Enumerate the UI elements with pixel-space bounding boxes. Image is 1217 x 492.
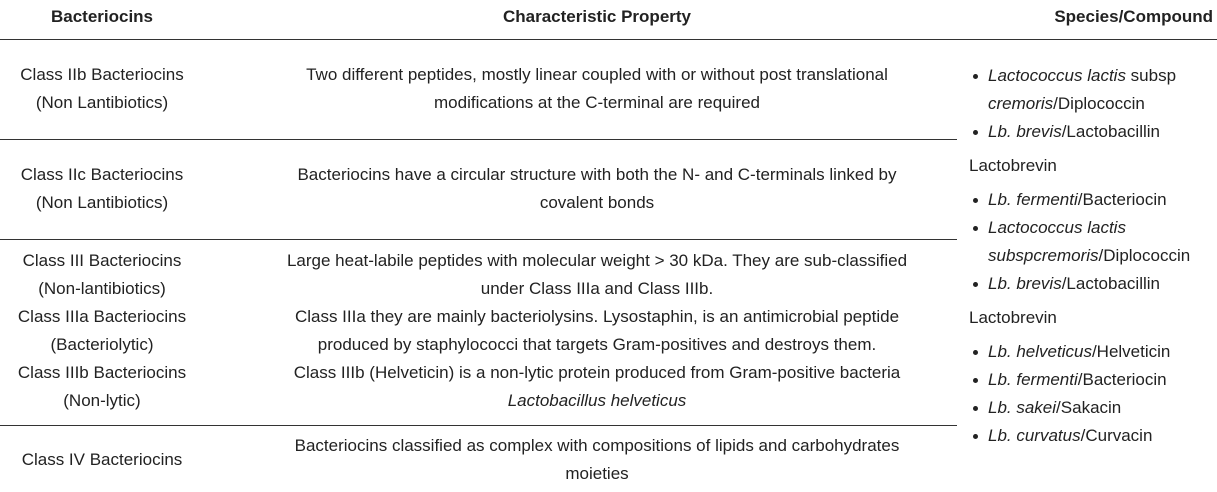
header-bacteriocins: Bacteriocins (50, 7, 154, 26)
species-compound: /Sakacin (1056, 398, 1122, 417)
row-1-property-cell (244, 61, 950, 117)
class-label: Class IIb Bacteriocins (20, 65, 184, 84)
row-divider-3 (0, 425, 957, 426)
row-3-class-cell (0, 247, 204, 415)
species-column (969, 62, 1217, 452)
species-compound: /Diplococcin (1053, 94, 1145, 113)
species-name: Lb. brevis (988, 274, 1062, 293)
row-divider-1 (0, 139, 957, 140)
header-characteristic-property: Characteristic Property (502, 7, 692, 26)
row-4-property-cell (244, 432, 950, 488)
species-heading: Lactobrevin (969, 156, 1057, 175)
header-divider (0, 39, 1217, 40)
species-name: Lactococcus lactis (988, 66, 1126, 85)
species-name: Lb. sakei (988, 398, 1057, 417)
species-name: Lactococcus lactis (988, 218, 1126, 237)
species-name: cremoris (988, 94, 1054, 113)
species-name: Lb. fermenti (988, 190, 1078, 209)
species-item (969, 394, 1217, 422)
row-1-class-cell (0, 61, 204, 117)
property-line: Large heat-labile peptides with molecular weight > 30 kDa. They are sub-classified (286, 251, 908, 270)
species-heading: Lactobrevin (969, 308, 1057, 327)
species-compound: /Diplococcin (1098, 246, 1191, 265)
species-compound: /Lactobacillin (1061, 122, 1160, 141)
row-divider-2 (0, 239, 957, 240)
species-item (969, 338, 1217, 366)
class-type: (Non Lantibiotics) (35, 193, 169, 212)
class-label: Class IIc Bacteriocins (20, 165, 184, 184)
species-list-1 (969, 62, 1217, 146)
class-type: (Non-lytic) (63, 391, 141, 410)
species-compound: /Bacteriocin (1077, 370, 1167, 389)
species-item (969, 366, 1217, 394)
property-line: Class IIIb (Helveticin) is a non-lytic protein produced from Gram-positive bacteria (293, 363, 901, 382)
species-name: Lb. curvatus (988, 426, 1081, 445)
class-type: (Bacteriolytic) (50, 335, 154, 354)
species-name: subspcremoris (988, 246, 1099, 265)
property-line-species (244, 387, 950, 415)
property-line: Bacteriocins have a circular structure with both the N- and C-terminals linked by (297, 165, 897, 184)
property-line: Bacteriocins classified as complex with compositions of lipids and carbohydrates (294, 436, 900, 455)
species-name: Lb. helveticus (988, 342, 1092, 361)
species-compound: subsp (1125, 66, 1177, 85)
species-item (969, 118, 1217, 146)
species-name: Lb. brevis (988, 122, 1062, 141)
class-label: Class IIIb Bacteriocins (17, 363, 187, 382)
property-line: moieties (565, 464, 629, 483)
species-item (969, 270, 1217, 298)
class-type: (Non Lantibiotics) (35, 93, 169, 112)
species-list-3 (969, 338, 1217, 450)
row-2-class-cell (0, 161, 204, 217)
species-compound: /Lactobacillin (1061, 274, 1160, 293)
species-name: Lb. fermenti (988, 370, 1078, 389)
row-2-property-cell (244, 161, 950, 217)
class-type: (Non-lantibiotics) (38, 279, 166, 298)
property-line: Two different peptides, mostly linear coupled with or without post translational (306, 65, 888, 84)
property-line: covalent bonds (539, 193, 655, 212)
species-item (969, 214, 1217, 270)
species-compound: /Helveticin (1091, 342, 1171, 361)
species-compound: /Curvacin (1080, 426, 1153, 445)
class-label: Class IV Bacteriocins (21, 450, 183, 469)
species-item (969, 186, 1217, 214)
property-line: modifications at the C-terminal are required (434, 93, 760, 112)
property-line: produced by staphylococci that targets Gram-positives and destroys them. (317, 335, 877, 354)
header-species-compound: Species/Compound (1054, 7, 1213, 26)
class-label: Class IIIa Bacteriocins (17, 307, 187, 326)
property-line: under Class IIIa and Class IIIb. (480, 279, 714, 298)
species-compound: /Bacteriocin (1077, 190, 1167, 209)
species-list-2 (969, 186, 1217, 298)
row-3-property-cell (244, 247, 950, 415)
species-item (969, 62, 1217, 118)
species-item (969, 422, 1217, 450)
property-line: Class IIIa they are mainly bacteriolysins. Lysostaphin, is an antimicrobial peptide (294, 307, 900, 326)
row-4-class-cell (0, 446, 204, 474)
italic-species-name: Lactobacillus helveticus (507, 391, 687, 410)
class-label: Class III Bacteriocins (22, 251, 182, 270)
